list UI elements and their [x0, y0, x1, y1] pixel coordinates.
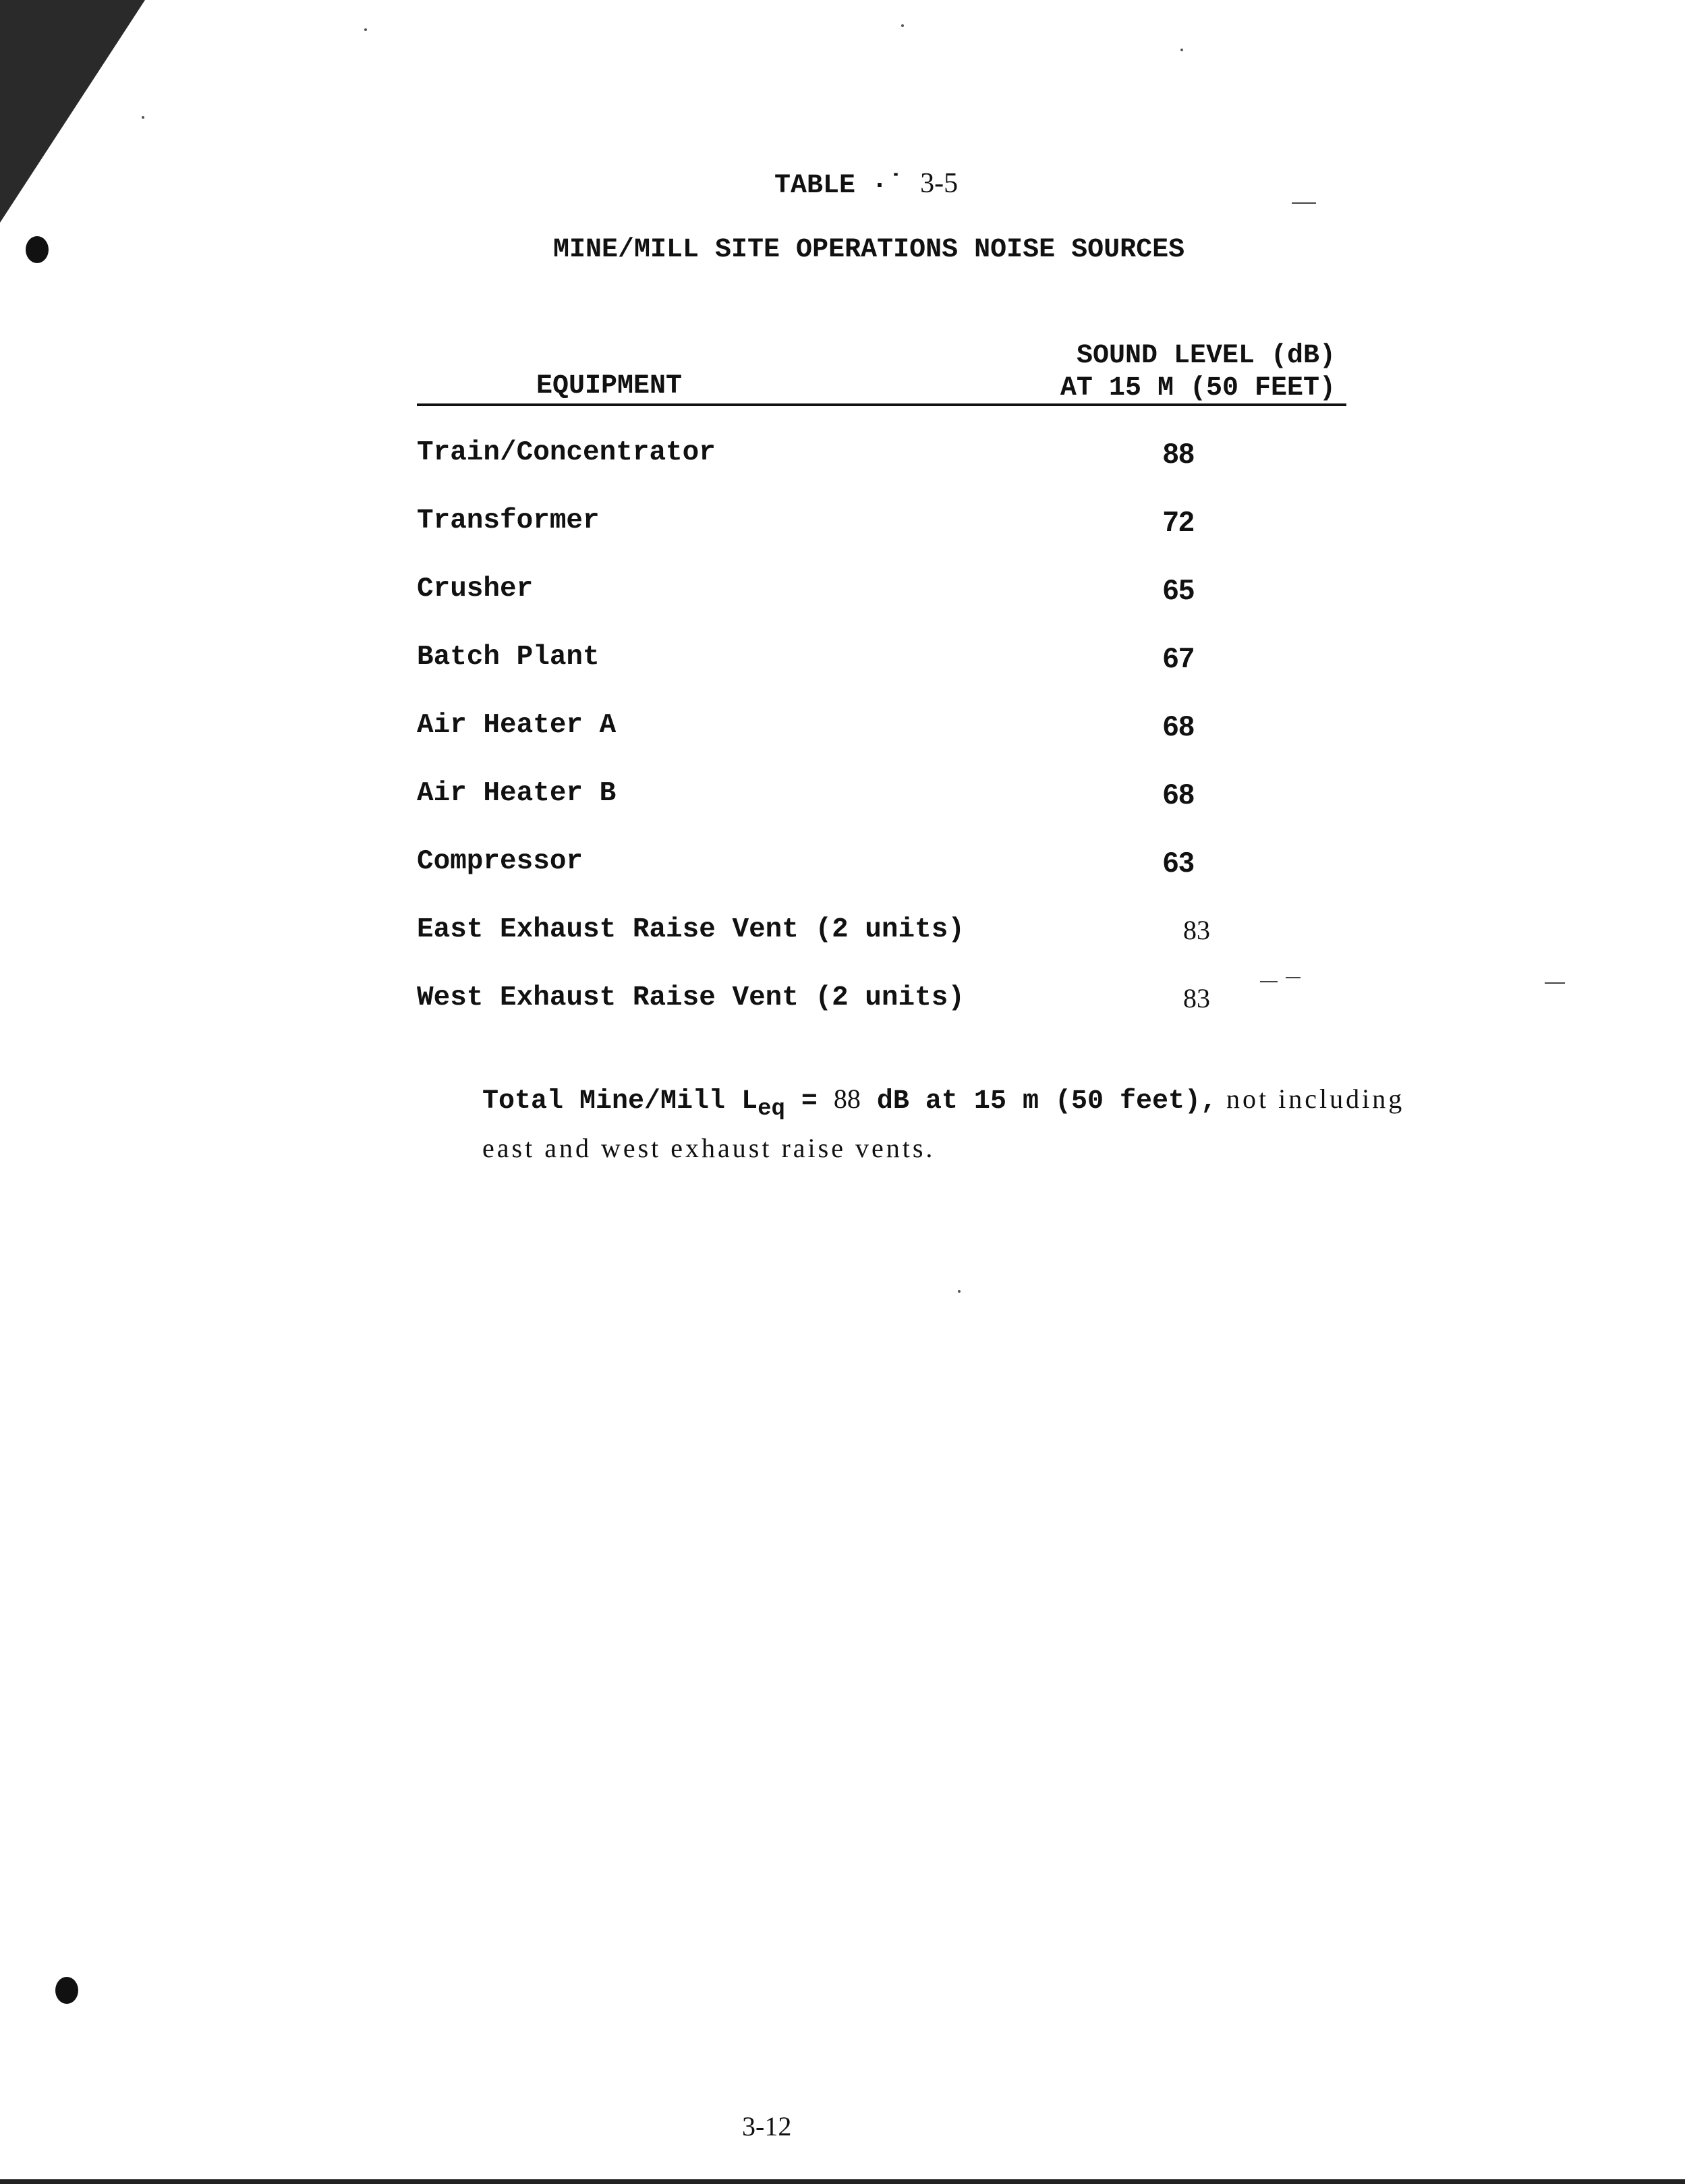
- punch-hole: [26, 236, 49, 263]
- equipment-cell: Compressor: [417, 846, 583, 877]
- level-cell: 63: [1163, 846, 1195, 878]
- total-leq-note: [482, 1080, 1535, 1171]
- scan-speck: [901, 24, 904, 27]
- table-title: MINE/MILL SITE OPERATIONS NOISE SOURCES: [553, 235, 1185, 265]
- note-value: 88: [833, 1084, 861, 1114]
- table-number-value: 3-5: [920, 168, 959, 199]
- page-number: 3-12: [742, 2111, 792, 2141]
- scan-speck: [364, 28, 367, 31]
- level-cell: 65: [1163, 573, 1195, 605]
- level-cell: 68: [1163, 710, 1195, 741]
- scan-corner-shadow: [0, 0, 145, 223]
- table-mark: ·˙: [872, 171, 905, 201]
- level-cell: 72: [1163, 505, 1195, 537]
- table-row: [417, 778, 1346, 846]
- scan-mark: [1292, 202, 1316, 204]
- table-label: TABLE: [774, 171, 856, 201]
- scan-bottom-edge: [0, 2179, 1685, 2184]
- punch-hole: [55, 1977, 78, 2004]
- table-row: [417, 642, 1346, 710]
- table-row: [417, 846, 1346, 914]
- table-number: [774, 167, 958, 201]
- level-cell: 67: [1163, 642, 1195, 673]
- table-body: [417, 437, 1346, 1051]
- equipment-cell: Batch Plant: [417, 642, 600, 673]
- level-cell: 68: [1163, 778, 1195, 810]
- equipment-cell: Crusher: [417, 573, 534, 605]
- header-sound-level: [1052, 340, 1336, 405]
- equipment-cell: East Exhaust Raise Vent (2 units): [417, 914, 965, 945]
- equipment-cell: Air Heater B: [417, 778, 617, 809]
- note-line2: east and west exhaust raise vents.: [482, 1133, 936, 1163]
- level-cell: 83: [1183, 915, 1210, 945]
- header-sound-level-line2: AT 15 M (50 FEET): [1060, 373, 1336, 403]
- table-row: [417, 982, 1346, 1051]
- level-cell: 88: [1163, 437, 1195, 469]
- equipment-cell: Transformer: [417, 505, 600, 536]
- scan-speck: [1180, 49, 1183, 51]
- table-row: [417, 710, 1346, 778]
- equipment-cell: West Exhaust Raise Vent (2 units): [417, 982, 965, 1013]
- scan-speck: [142, 116, 144, 119]
- level-cell: 83: [1183, 983, 1210, 1013]
- note-suffix: not including: [1217, 1084, 1405, 1114]
- equipment-cell: Air Heater A: [417, 710, 617, 741]
- note-subscript: eq: [758, 1096, 785, 1122]
- header-equipment: EQUIPMENT: [536, 371, 683, 401]
- table-row: [417, 505, 1346, 573]
- scan-speck: [958, 1290, 961, 1293]
- header-rule: [417, 403, 1346, 406]
- header-sound-level-line1: SOUND LEVEL (dB): [1076, 341, 1336, 371]
- note-prefix: Total Mine/Mill L: [482, 1086, 758, 1117]
- note-unit: dB at 15 m (50 feet),: [860, 1086, 1217, 1117]
- table-row: [417, 573, 1346, 642]
- table-row: [417, 437, 1346, 505]
- scan-mark: [1545, 982, 1565, 984]
- equipment-cell: Train/Concentrator: [417, 437, 716, 468]
- table-row: [417, 914, 1346, 982]
- note-equals: =: [784, 1086, 834, 1117]
